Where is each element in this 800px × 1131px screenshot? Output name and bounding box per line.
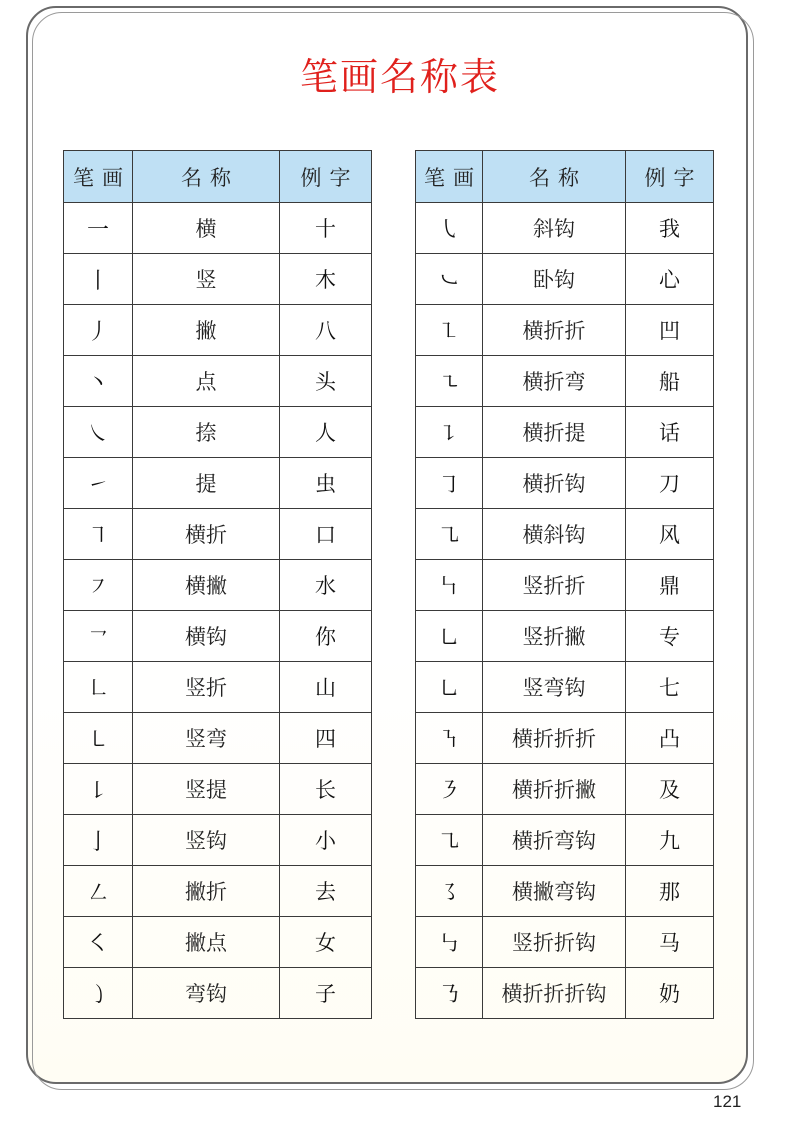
header-stroke: 笔画 (64, 151, 133, 203)
stroke-glyph: ㇉ (416, 917, 483, 968)
example-character: 心 (626, 254, 714, 305)
table-row (64, 611, 372, 662)
example-character: 我 (626, 203, 714, 254)
table-row (64, 254, 372, 305)
stroke-glyph: 丨 (64, 254, 133, 305)
table-row (64, 356, 372, 407)
table-row (64, 968, 372, 1019)
table-row (416, 713, 714, 764)
stroke-name: 横撇弯钩 (483, 866, 626, 917)
example-character: 九 (626, 815, 714, 866)
example-character: 头 (280, 356, 372, 407)
example-character: 七 (626, 662, 714, 713)
stroke-glyph: 亅 (64, 815, 133, 866)
stroke-name: 卧钩 (483, 254, 626, 305)
stroke-glyph: ㇂ (416, 203, 483, 254)
stroke-glyph: 丶 (64, 356, 133, 407)
stroke-name: 横折 (133, 509, 280, 560)
table-row (416, 968, 714, 1019)
stroke-table-right (415, 150, 714, 1019)
table-row (416, 764, 714, 815)
example-character: 口 (280, 509, 372, 560)
stroke-glyph: ㇕ (64, 509, 133, 560)
stroke-name: 横折弯 (483, 356, 626, 407)
stroke-name: 撇折 (133, 866, 280, 917)
table-row (64, 866, 372, 917)
table-row (64, 203, 372, 254)
stroke-glyph: ㇙ (64, 764, 133, 815)
stroke-name: 横折折折钩 (483, 968, 626, 1019)
example-character: 马 (626, 917, 714, 968)
stroke-name: 横撇 (133, 560, 280, 611)
example-character: 八 (280, 305, 372, 356)
page-number: 121 (713, 1092, 742, 1111)
stroke-table-left (63, 150, 372, 1019)
stroke-name: 捺 (133, 407, 280, 458)
example-character: 子 (280, 968, 372, 1019)
stroke-name: 撇点 (133, 917, 280, 968)
stroke-name: 竖弯 (133, 713, 280, 764)
table-row (64, 407, 372, 458)
stroke-glyph: ㇟ (416, 611, 483, 662)
example-character: 四 (280, 713, 372, 764)
table-row (416, 254, 714, 305)
example-character: 话 (626, 407, 714, 458)
table-row (416, 662, 714, 713)
example-character: 去 (280, 866, 372, 917)
example-character: 虫 (280, 458, 372, 509)
table-row (416, 866, 714, 917)
table-row (64, 458, 372, 509)
stroke-glyph: ㇌ (416, 866, 483, 917)
stroke-glyph: ㇍ (416, 356, 483, 407)
table-row (64, 560, 372, 611)
stroke-name: 竖折撇 (483, 611, 626, 662)
stroke-glyph: ㇃ (416, 254, 483, 305)
stroke-name: 竖弯钩 (483, 662, 626, 713)
stroke-name: 斜钩 (483, 203, 626, 254)
stroke-name: 竖折 (133, 662, 280, 713)
example-character: 你 (280, 611, 372, 662)
stroke-name: 横钩 (133, 611, 280, 662)
example-character: 风 (626, 509, 714, 560)
header-row (416, 151, 714, 203)
stroke-glyph: ㇈ (416, 509, 483, 560)
example-character: 水 (280, 560, 372, 611)
header-stroke: 笔画 (416, 151, 483, 203)
header-example: 例字 (280, 151, 372, 203)
stroke-glyph: ㇛ (64, 917, 133, 968)
header-example: 例字 (626, 151, 714, 203)
stroke-name: 竖钩 (133, 815, 280, 866)
table-row (64, 713, 372, 764)
example-character: 奶 (626, 968, 714, 1019)
stroke-glyph: ㇏ (64, 407, 133, 458)
stroke-name: 横折提 (483, 407, 626, 458)
stroke-glyph: 一 (64, 203, 133, 254)
stroke-glyph: ㇆ (416, 458, 483, 509)
example-character: 专 (626, 611, 714, 662)
stroke-glyph: ㇈ (416, 815, 483, 866)
example-character: 及 (626, 764, 714, 815)
example-character: 那 (626, 866, 714, 917)
example-character: 凹 (626, 305, 714, 356)
table-row (64, 815, 372, 866)
example-character: 小 (280, 815, 372, 866)
stroke-name: 横折弯钩 (483, 815, 626, 866)
stroke-glyph: ㇎ (416, 713, 483, 764)
table-row (416, 305, 714, 356)
header-row (64, 151, 372, 203)
stroke-glyph: ㇄ (64, 713, 133, 764)
table-row (416, 407, 714, 458)
stroke-glyph: ㇋ (416, 764, 483, 815)
example-character: 刀 (626, 458, 714, 509)
stroke-glyph: 丿 (64, 305, 133, 356)
example-character: 女 (280, 917, 372, 968)
example-character: 木 (280, 254, 372, 305)
page-title: 笔画名称表 (299, 55, 500, 99)
table-row (416, 560, 714, 611)
table-row (416, 611, 714, 662)
example-character: 鼎 (626, 560, 714, 611)
stroke-name: 横折钩 (483, 458, 626, 509)
example-character: 船 (626, 356, 714, 407)
stroke-glyph: ㇇ (64, 560, 133, 611)
stroke-glyph: ㇗ (64, 662, 133, 713)
table-row (64, 662, 372, 713)
table-row (64, 764, 372, 815)
stroke-name: 横折折折 (483, 713, 626, 764)
stroke-glyph: ㇖ (64, 611, 133, 662)
stroke-name: 竖折折钩 (483, 917, 626, 968)
stroke-glyph: ㇜ (64, 866, 133, 917)
stroke-name: 竖 (133, 254, 280, 305)
example-character: 凸 (626, 713, 714, 764)
example-character: 十 (280, 203, 372, 254)
stroke-name: 横折折撇 (483, 764, 626, 815)
example-character: 长 (280, 764, 372, 815)
table-row (416, 203, 714, 254)
table-row (64, 509, 372, 560)
stroke-name: 横斜钩 (483, 509, 626, 560)
stroke-name: 横折折 (483, 305, 626, 356)
stroke-glyph: ㇊ (416, 407, 483, 458)
stroke-name: 竖折折 (483, 560, 626, 611)
stroke-name: 撇 (133, 305, 280, 356)
header-name: 名称 (483, 151, 626, 203)
stroke-name: 竖提 (133, 764, 280, 815)
stroke-name: 点 (133, 356, 280, 407)
example-character: 山 (280, 662, 372, 713)
stroke-glyph: ㇟ (416, 662, 483, 713)
table-row (416, 917, 714, 968)
table-row (416, 815, 714, 866)
stroke-name: 提 (133, 458, 280, 509)
table-row (64, 917, 372, 968)
header-name: 名称 (133, 151, 280, 203)
stroke-glyph: ㇡ (416, 968, 483, 1019)
stroke-glyph: ㇅ (416, 305, 483, 356)
stroke-glyph: ㇞ (416, 560, 483, 611)
table-row (64, 305, 372, 356)
table-row (416, 356, 714, 407)
stroke-glyph: ㇀ (64, 458, 133, 509)
table-row (416, 458, 714, 509)
stroke-glyph: ㇁ (64, 968, 133, 1019)
stroke-name: 弯钩 (133, 968, 280, 1019)
example-character: 人 (280, 407, 372, 458)
table-row (416, 509, 714, 560)
stroke-name: 横 (133, 203, 280, 254)
